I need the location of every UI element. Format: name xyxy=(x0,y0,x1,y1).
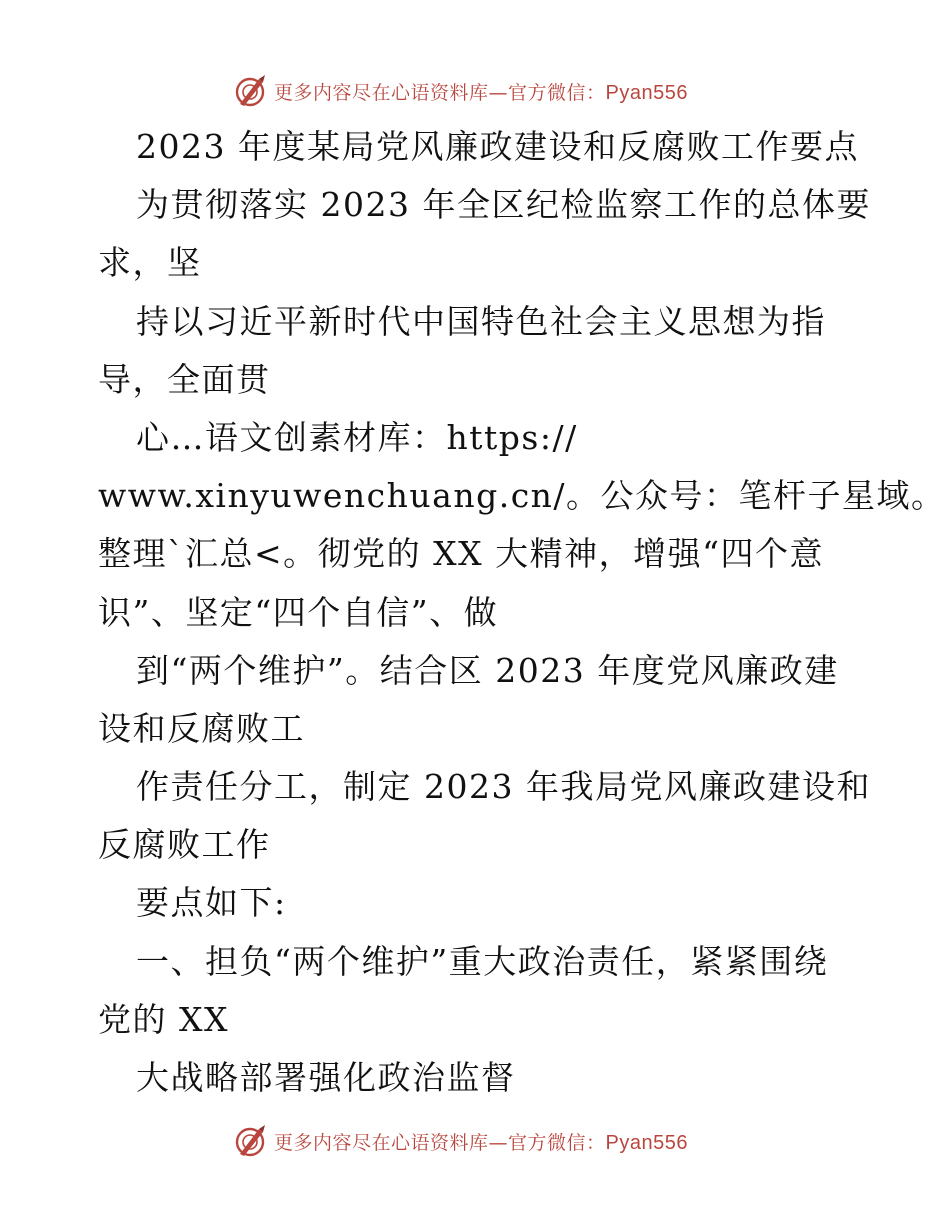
footer-banner xyxy=(232,1121,688,1161)
header-banner-account: Pyan556 xyxy=(605,81,688,104)
text-line: 心…语文创素材库：https:// xyxy=(136,417,578,457)
text-line: 到“两个维护”。结合区 2023 年度党风廉政建 xyxy=(136,650,839,690)
header-banner xyxy=(232,71,688,111)
text-line: 持以习近平新时代中国特色社会主义思想为指 xyxy=(136,301,826,341)
pen-nib-logo-icon xyxy=(232,1123,268,1159)
text-line: 导，全面贯 xyxy=(98,359,271,399)
text-line: 大战略部署强化政治监督 xyxy=(136,1058,516,1097)
text-line: 设和反腐败工 xyxy=(98,708,305,748)
header-banner-text: 更多内容尽在心语资料库—官方微信：Pyan556 xyxy=(274,81,688,104)
text-line: 2023 年度某局党风廉政建设和反腐败工作要点 xyxy=(136,127,859,166)
text-line: 反腐败工作 xyxy=(98,825,271,865)
text-line: 为贯彻落实 2023 年全区纪检监察工作的总体要 xyxy=(136,185,871,225)
text-line: 要点如下: xyxy=(136,883,287,923)
text-line: 识”、坚定“四个自信”、做 xyxy=(98,592,499,632)
text-line: www.xinyuwenchuang.cn/。公众号：笔杆子星域。 xyxy=(98,476,946,516)
pen-nib-logo-icon xyxy=(232,73,268,109)
footer-banner-text: 更多内容尽在心语资料库—官方微信：Pyan556 xyxy=(274,1131,688,1154)
text-line: 整理`汇总<。彻党的 XX 大精神，增强“四个意 xyxy=(98,534,824,574)
text-line: 作责任分工，制定 2023 年我局党风廉政建设和 xyxy=(136,767,871,807)
text-line: 求，坚 xyxy=(98,243,202,283)
footer-banner-account: Pyan556 xyxy=(605,1131,688,1154)
text-line: 一、担负“两个维护”重大政治责任，紧紧围绕 xyxy=(136,941,829,981)
document-body xyxy=(98,118,946,1107)
text-line: 党的 XX xyxy=(98,999,229,1039)
